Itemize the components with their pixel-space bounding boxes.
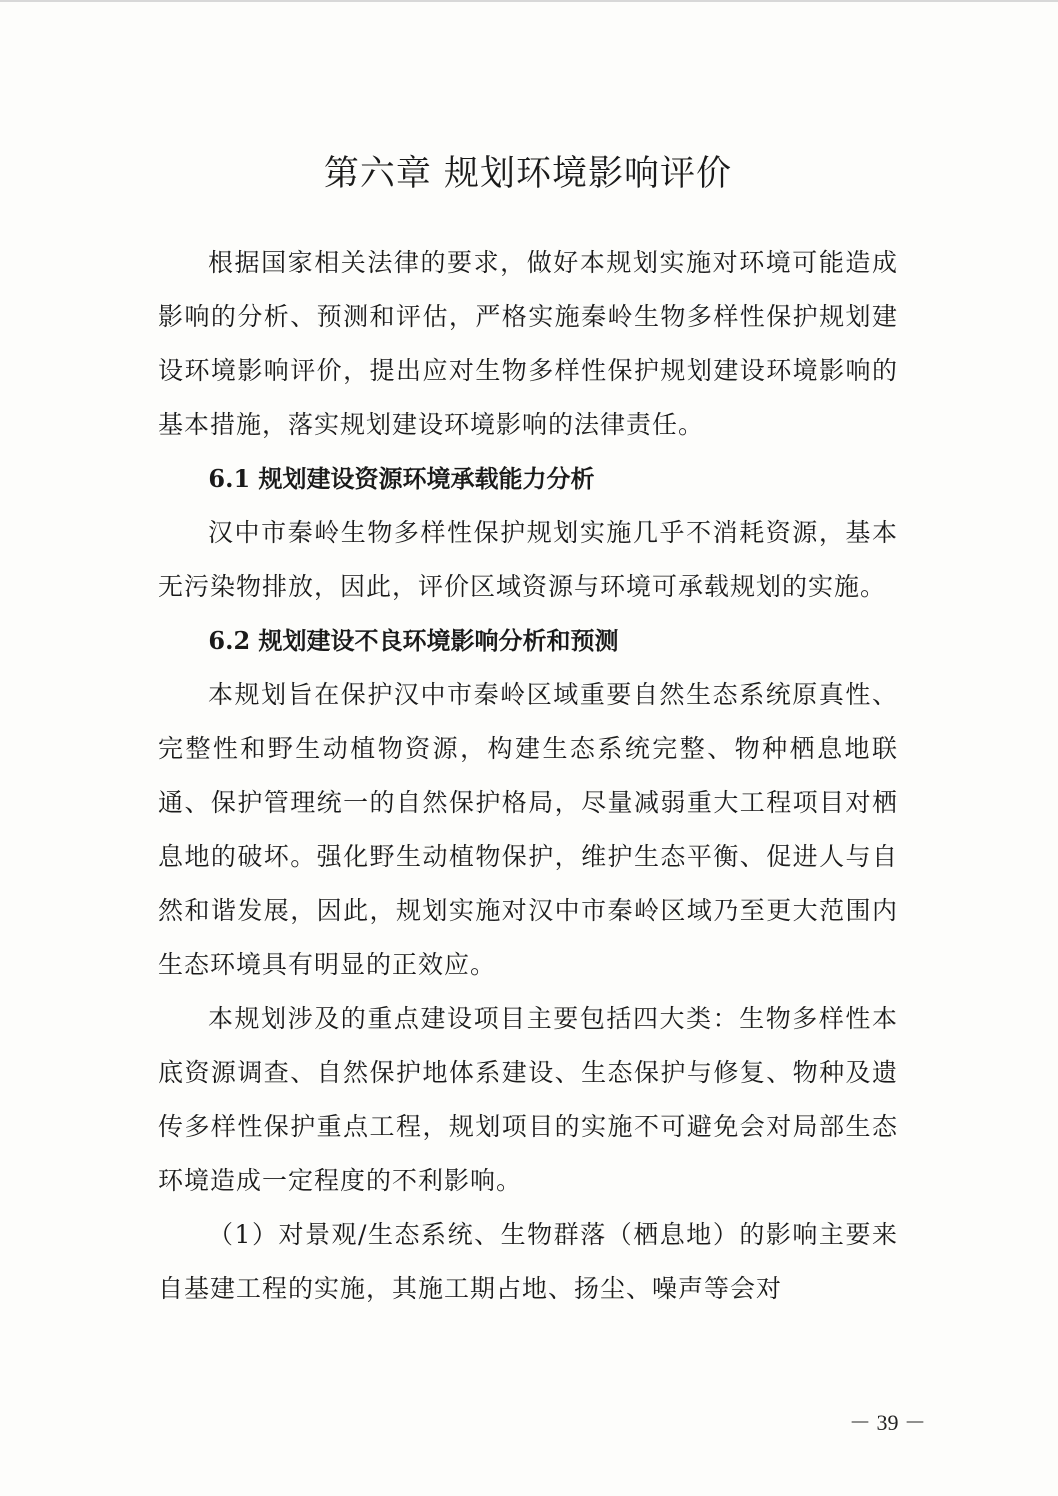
section-6-1-paragraph: 汉中市秦岭生物多样性保护规划实施几乎不消耗资源，基本无污染物排放，因此，评价区域资源与环境可承载规划的实施。 — [158, 518, 898, 601]
section-6-2-paragraph-2: 本规划涉及的重点建设项目主要包括四大类：生物多样性本底资源调查、自然保护地体系建设、生态保护与修复、物种及遗传多样性保护重点工程，规划项目的实施不可避免会对局部生态环境造成一定程度的不利影响。 — [158, 1004, 898, 1195]
chapter-title: 第六章 规划环境影响评价 — [323, 154, 733, 194]
section-6-2-paragraph-1: 本规划旨在保护汉中市秦岭区域重要自然生态系统原真性、完整性和野生动植物资源，构建生态系统完整、物种栖息地联通、保护管理统一的自然保护格局，尽量减弱重大工程项目对栖息地的破坏。强化野生动植物保护，维护生态平衡、促进人与自然和谐发展，因此，规划实施对汉中市秦岭区域乃至更大范围内生态环境具有明显的正效应。 — [158, 680, 898, 979]
section-6-2-paragraph-3: （1）对景观/生态系统、生物群落（栖息地）的影响主要来自基建工程的实施，其施工期占地、扬尘、噪声等会对 — [158, 1220, 898, 1303]
scan-edge — [0, 0, 1058, 2]
page-content — [158, 148, 898, 1316]
section-6-1-heading: 6.1 规划建设资源环境承载能力分析 — [208, 464, 595, 493]
intro-paragraph: 根据国家相关法律的要求，做好本规划实施对环境可能造成影响的分析、预测和评估，严格实施秦岭生物多样性保护规划建设环境影响评价，提出应对生物多样性保护规划建设环境影响的基本措施，落实规划建设环境影响的法律责任。 — [158, 248, 898, 439]
section-6-2-heading: 6.2 规划建设不良环境影响分析和预测 — [208, 626, 619, 655]
page-number: － 39 － — [848, 1410, 926, 1435]
